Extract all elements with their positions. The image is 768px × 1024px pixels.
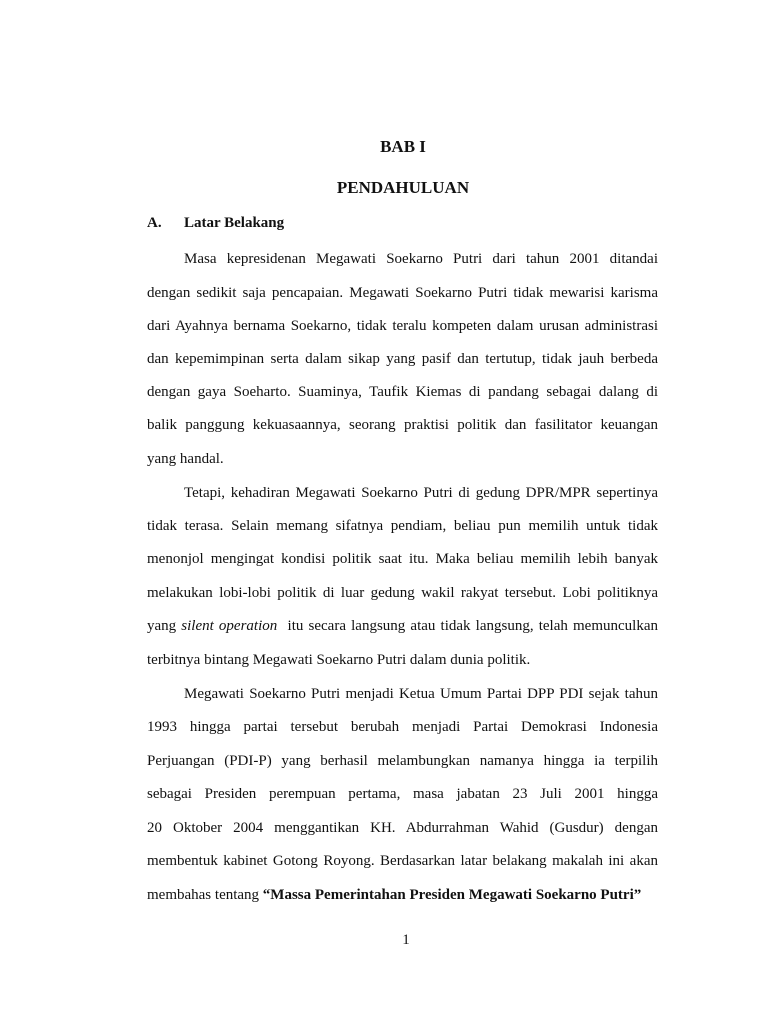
- section-heading: [147, 215, 284, 232]
- page-number: 1: [402, 932, 410, 948]
- paragraph-line: dengan gaya Soeharto. Suaminya, Taufik Kiemas di pandang sebagai dalang di: [147, 384, 658, 400]
- chapter-title: PENDAHULUAN: [336, 178, 470, 197]
- paragraph-line: tidak terasa. Selain memang sifatnya pendiam, beliau pun memilih untuk tidak: [147, 518, 658, 534]
- paragraph-line: 20 Oktober 2004 menggantikan KH. Abdurrahman Wahid (Gusdur) dengan: [147, 820, 658, 836]
- paragraph-line: [147, 616, 658, 636]
- section-number: A.: [147, 215, 162, 231]
- paragraph-line: menonjol mengingat kondisi politik saat itu. Maka beliau memilih lebih banyak: [147, 551, 658, 567]
- paragraph-line: membentuk kabinet Gotong Royong. Berdasarkan latar belakang makalah ini akan: [147, 853, 658, 869]
- italic-term: silent operation: [181, 618, 278, 634]
- paragraph-line: 1993 hingga partai tersebut berubah menjadi Partai Demokrasi Indonesia: [147, 719, 658, 735]
- bold-title-quote: “Massa Pemerintahan Presiden Megawati Soekarno Putri”: [262, 887, 642, 903]
- paragraph-line: Masa kepresidenan Megawati Soekarno Putri dari tahun 2001 ditandai: [184, 251, 658, 267]
- paragraph-line: balik panggung kekuasaannya, seorang praktisi politik dan fasilitator keuangan: [147, 417, 658, 433]
- paragraph-line: dan kepemimpinan serta dalam sikap yang pasif dan tertutup, tidak jauh berbeda: [147, 351, 658, 367]
- paragraph-line: melakukan lobi-lobi politik di luar gedung wakil rakyat tersebut. Lobi politiknya: [147, 585, 658, 601]
- paragraph-line: dengan sedikit saja pencapaian. Megawati Soekarno Putri tidak mewarisi karisma: [147, 285, 658, 301]
- paragraph-line: terbitnya bintang Megawati Soekarno Putri dalam dunia politik.: [147, 652, 531, 668]
- paragraph-line: Perjuangan (PDI-P) yang berhasil melambungkan namanya hingga ia terpilih: [147, 753, 658, 769]
- text-run: yang: [147, 618, 182, 634]
- section-title: Latar Belakang: [184, 215, 285, 231]
- chapter-heading: BAB I: [380, 137, 426, 156]
- paragraph-line: [147, 885, 658, 905]
- paragraph-line: sebagai Presiden perempuan pertama, masa jabatan 23 Juli 2001 hingga: [147, 786, 658, 802]
- paragraph-line: Tetapi, kehadiran Megawati Soekarno Putri di gedung DPR/MPR sepertinya: [184, 485, 658, 501]
- text-run: itu secara langsung atau tidak langsung, telah memunculkan: [277, 618, 658, 634]
- paragraph-line: yang handal.: [147, 451, 224, 467]
- paragraph-line: Megawati Soekarno Putri menjadi Ketua Umum Partai DPP PDI sejak tahun: [184, 686, 658, 702]
- paragraph-line: dari Ayahnya bernama Soekarno, tidak teralu kompeten dalam urusan administrasi: [147, 318, 658, 334]
- text-run: membahas tentang: [147, 887, 263, 903]
